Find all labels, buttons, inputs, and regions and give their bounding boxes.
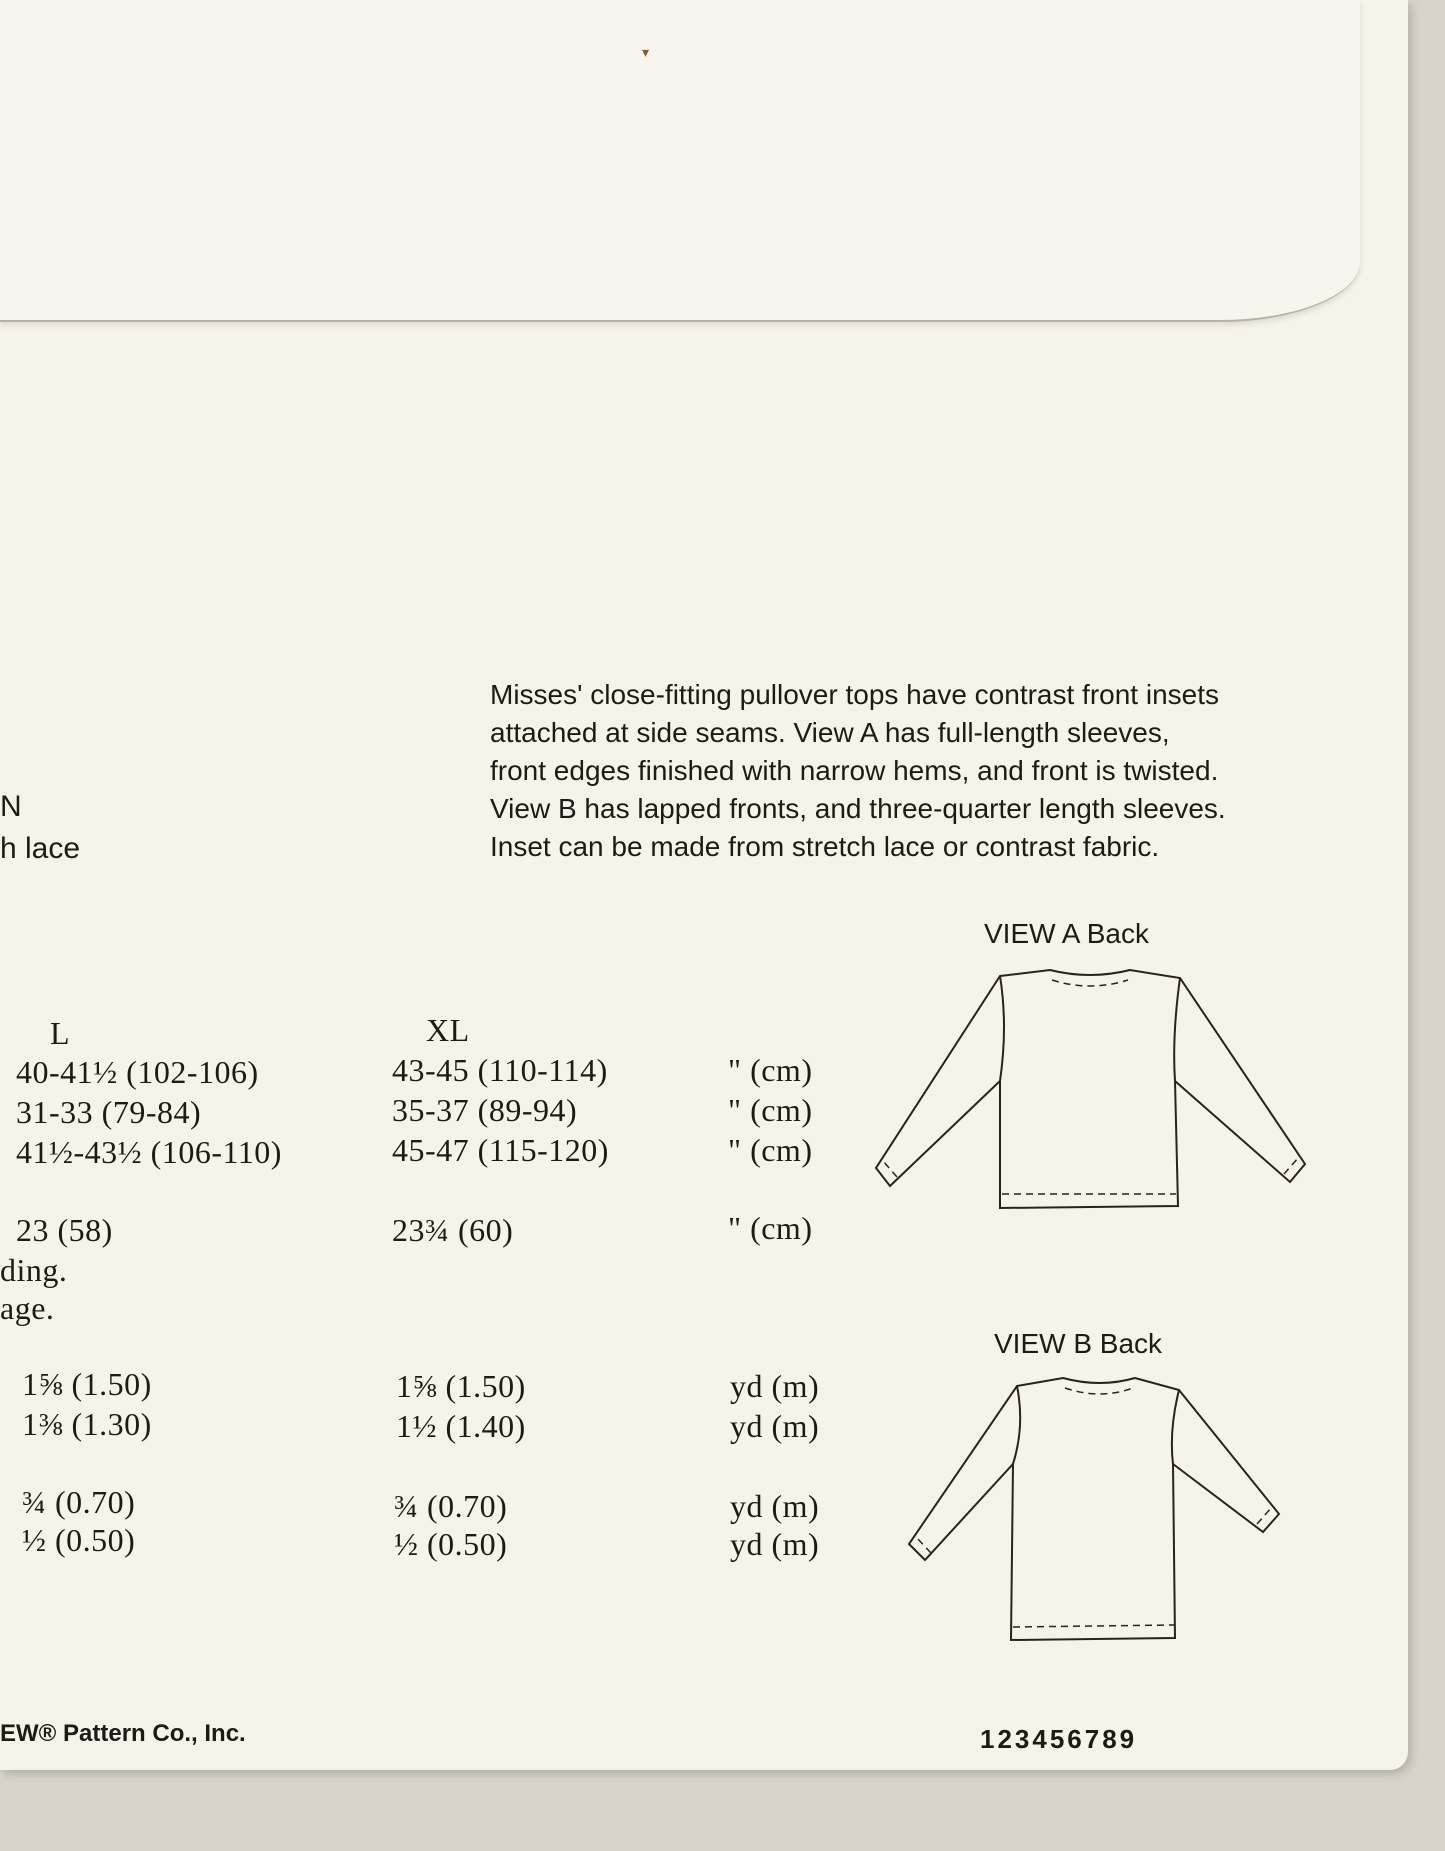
view-b-armhole-right [1172, 1390, 1179, 1464]
size-header-l: L [50, 1015, 71, 1051]
view-a-back-illustration [850, 966, 1310, 1246]
printing-numbers: 123456789 [980, 1724, 1138, 1754]
measure-unit: " (cm) [728, 1092, 813, 1128]
envelope-flap [0, 0, 1360, 322]
yardage-l: 1⅜ (1.30) [22, 1406, 152, 1442]
measure-unit: " (cm) [728, 1132, 813, 1168]
measure-l: 41½-43½ (106-110) [16, 1134, 282, 1170]
yardage-xl: 1½ (1.40) [396, 1408, 526, 1444]
view-a-armhole-right [1174, 978, 1180, 1081]
yardage-unit: yd (m) [730, 1488, 820, 1524]
view-a-label: VIEW A Back [984, 918, 1149, 949]
fragment-n: N [0, 790, 22, 823]
measure-l: 23 (58) [16, 1212, 113, 1248]
yardage-l: ½ (0.50) [22, 1522, 136, 1558]
yardage-xl: ½ (0.50) [394, 1526, 508, 1562]
fragment-ding: ding. [0, 1252, 68, 1288]
description-line: Misses' close-fitting pullover tops have contrast front insets [490, 679, 1219, 710]
view-b-hem-stitch [1013, 1625, 1174, 1627]
fragment-age: age. [0, 1290, 55, 1326]
view-b-neck-stitch [1065, 1388, 1133, 1394]
measure-xl: 45-47 (115-120) [392, 1132, 609, 1168]
speck-mark: ▾ [642, 44, 650, 60]
description-line: Inset can be made from stretch lace or contrast fabric. [490, 831, 1160, 862]
view-b-back-illustration [895, 1372, 1295, 1652]
view-b-label: VIEW B Back [994, 1328, 1163, 1359]
fragment-lace: h lace [0, 832, 81, 865]
yardage-l: ¾ (0.70) [22, 1484, 136, 1520]
yardage-l: 1⅝ (1.50) [22, 1366, 152, 1402]
description-line: attached at side seams. View A has full-length sleeves, [490, 717, 1170, 748]
yardage-unit: yd (m) [730, 1526, 820, 1562]
view-a-armhole-left [1000, 976, 1004, 1081]
yardage-unit: yd (m) [730, 1368, 820, 1404]
size-header-xl: XL [426, 1012, 470, 1048]
view-b-armhole-left [1013, 1386, 1020, 1464]
view-b-cuff-stitch-right [1257, 1508, 1271, 1524]
measure-l: 31-33 (79-84) [16, 1094, 202, 1130]
description-line: View B has lapped fronts, and three-quarter length sleeves. [490, 793, 1226, 824]
measure-xl: 35-37 (89-94) [392, 1092, 578, 1128]
view-a-cuff-stitch-left [883, 1161, 897, 1177]
measure-xl: 43-45 (110-114) [392, 1052, 608, 1088]
company-credit: EW® Pattern Co., Inc. [0, 1720, 246, 1747]
yardage-xl: 1⅝ (1.50) [396, 1368, 526, 1404]
view-b-outline [909, 1378, 1279, 1640]
view-a-neck-stitch [1052, 980, 1128, 986]
pattern-description [490, 676, 1320, 866]
view-b-cuff-stitch-left [917, 1538, 931, 1553]
measure-l: 40-41½ (102-106) [16, 1054, 259, 1090]
measure-xl: 23¾ (60) [392, 1212, 514, 1248]
measure-unit: " (cm) [728, 1210, 813, 1246]
yardage-unit: yd (m) [730, 1408, 820, 1444]
description-line: front edges finished with narrow hems, and front is twisted. [490, 755, 1219, 786]
view-a-cuff-stitch-right [1284, 1158, 1298, 1174]
view-a-outline [876, 970, 1305, 1208]
measure-unit: " (cm) [728, 1052, 813, 1088]
yardage-xl: ¾ (0.70) [394, 1488, 508, 1524]
